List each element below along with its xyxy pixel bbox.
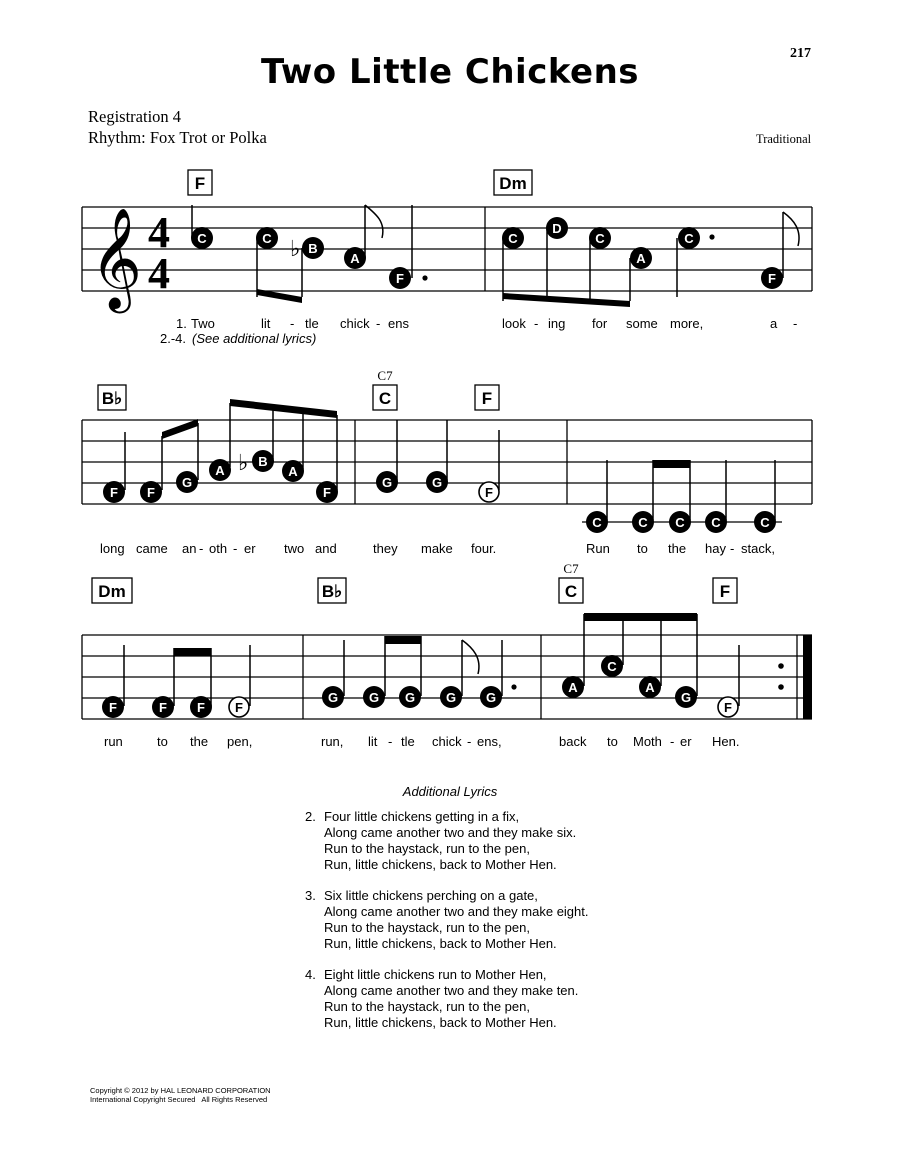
svg-text:G: G [368, 690, 380, 705]
svg-text:C: C [684, 231, 694, 246]
lyric-syllable: to [157, 734, 168, 749]
note [669, 511, 691, 533]
lyric-syllable: Moth [633, 734, 662, 749]
svg-text:F: F [235, 700, 243, 715]
lyric-syllable: chick [432, 734, 462, 749]
chord-box-1 [188, 170, 212, 195]
svg-text:G: G [445, 690, 457, 705]
svg-text:B: B [308, 241, 318, 256]
svg-text:A: A [350, 251, 360, 266]
lyric-syllable: lit [261, 316, 271, 331]
accidental-flat-icon: ♭ [290, 236, 301, 261]
verse-line: Six little chickens perching on a gate, [324, 888, 538, 903]
lyric-syllable: the [190, 734, 209, 749]
note [102, 696, 124, 718]
beam [162, 419, 198, 439]
note [103, 481, 125, 503]
svg-text:F: F [159, 700, 167, 715]
beam [385, 636, 421, 644]
lyric-syllable: make [421, 541, 453, 556]
additional-lyrics-title: Additional Lyrics [402, 784, 498, 799]
verse-line: Four little chickens getting in a fix, [324, 809, 520, 824]
svg-text:B: B [258, 454, 268, 469]
copyright-line: Copyright © 2012 by HAL LEONARD CORPORATION [90, 1086, 271, 1095]
note [316, 481, 338, 503]
lyric-syllable: back [559, 734, 587, 749]
lyric-syllable: ing [548, 316, 566, 331]
note [678, 227, 700, 249]
verse-number: 2. [305, 809, 316, 824]
verse-line: Run to the haystack, run to the pen, [324, 920, 530, 935]
lyric-syllable: pen, [227, 734, 253, 749]
svg-text:F: F [323, 485, 331, 500]
lyric-syllable: look [502, 316, 526, 331]
lyric-syllable: the [668, 541, 687, 556]
note [322, 686, 344, 708]
verse-line: Run to the haystack, run to the pen, [324, 841, 530, 856]
svg-text:C: C [508, 231, 518, 246]
time-signature-top: 4 [148, 208, 170, 257]
note [440, 686, 462, 708]
chord-box-8 [559, 561, 583, 603]
lyric-hyphen: - [388, 734, 393, 749]
svg-text:C: C [675, 515, 685, 530]
svg-text:A: A [636, 251, 646, 266]
lyric-syllable: more, [670, 316, 704, 331]
note [502, 227, 524, 249]
note [675, 686, 697, 708]
chord-symbol: Dm [98, 582, 126, 601]
lyric-syllable: stack, [741, 541, 775, 556]
svg-text:C: C [711, 515, 721, 530]
lyric-hyphen: - [730, 541, 735, 556]
lyric-syllable: run, [321, 734, 344, 749]
lyric-syllable: came [136, 541, 168, 556]
final-barline [803, 635, 812, 719]
svg-text:G: G [485, 690, 497, 705]
note [344, 247, 366, 269]
svg-text:G: G [404, 690, 416, 705]
chord-symbol: B♭ [101, 389, 123, 408]
lyric-hyphen: - [467, 734, 472, 749]
verse-number: 4. [305, 967, 316, 982]
lyric-syllable: two [284, 541, 305, 556]
verse-line: Eight little chickens run to Mother Hen, [324, 967, 547, 982]
note [282, 460, 304, 482]
verse-number: 3. [305, 888, 316, 903]
lyric-syllable: for [592, 316, 608, 331]
chord-symbol: F [719, 582, 731, 601]
svg-text:F: F [768, 271, 776, 286]
lyric-hyphen: - [670, 734, 675, 749]
note [589, 227, 611, 249]
note [376, 471, 398, 493]
note [176, 471, 198, 493]
lyric-syllable: chick [340, 316, 370, 331]
lyric-syllable: Run [586, 541, 610, 556]
chord-symbol: F [194, 174, 206, 193]
chord-variant: C7 [377, 368, 393, 383]
chord-symbol: F [481, 389, 493, 408]
svg-text:F: F [485, 485, 493, 500]
lyric-syllable: four. [471, 541, 497, 556]
svg-text:C: C [595, 231, 605, 246]
note [426, 471, 448, 493]
note [399, 686, 421, 708]
lyric-hyphen: - [793, 316, 798, 331]
chord-box-2 [494, 170, 532, 195]
page-number: 217 [790, 46, 811, 61]
svg-text:A: A [645, 680, 655, 695]
note [190, 696, 212, 718]
svg-text:C: C [607, 659, 617, 674]
lyric-syllable: some [626, 316, 658, 331]
beam [584, 613, 697, 621]
note-half [718, 697, 738, 717]
dot [511, 684, 516, 689]
lyric-hyphen: - [199, 541, 204, 556]
lyric-syllable: ens [388, 316, 409, 331]
verse-reference: 2.-4. [160, 331, 187, 346]
note [761, 267, 783, 289]
copyright-line: International Copyright Secured All Rights Reserved [90, 1095, 268, 1104]
note [389, 267, 411, 289]
svg-text:G: G [181, 475, 193, 490]
note [140, 481, 162, 503]
svg-text:D: D [552, 221, 562, 236]
svg-text:A: A [288, 464, 298, 479]
note [639, 676, 661, 698]
svg-text:G: G [327, 690, 339, 705]
note [480, 686, 502, 708]
lyric-hyphen: - [534, 316, 539, 331]
note [632, 511, 654, 533]
chord-box-6 [92, 578, 132, 603]
svg-text:F: F [724, 700, 732, 715]
verse-line: Along came another two and they make ten. [324, 983, 579, 998]
dot [709, 234, 714, 239]
song-title: Two Little Chickens [260, 52, 640, 92]
lyric-syllable: Hen. [712, 734, 740, 749]
chord-symbol: C [564, 582, 578, 601]
lyric-hyphen: - [376, 316, 381, 331]
svg-text:C: C [592, 515, 602, 530]
verse-block [305, 888, 589, 952]
chord-symbol: Dm [499, 174, 527, 193]
svg-text:G: G [431, 475, 443, 490]
lyric-syllable: and [315, 541, 337, 556]
note [152, 696, 174, 718]
chord-box-5 [475, 385, 499, 410]
svg-text:C: C [638, 515, 648, 530]
note [586, 511, 608, 533]
note [209, 459, 231, 481]
chord-box-7 [318, 578, 346, 603]
lyric-syllable: to [607, 734, 618, 749]
lyric-syllable: ens, [477, 734, 502, 749]
note [754, 511, 776, 533]
beam [503, 293, 630, 307]
chord-symbol: B♭ [321, 582, 343, 601]
treble-clef-icon: 𝄞 [90, 206, 143, 309]
lyric-syllable: to [637, 541, 648, 556]
beam [653, 460, 690, 468]
chord-box-3 [98, 385, 126, 410]
svg-text:A: A [215, 463, 225, 478]
svg-text:F: F [110, 485, 118, 500]
note [363, 686, 385, 708]
lyric-syllable: long [100, 541, 125, 556]
svg-text:F: F [147, 485, 155, 500]
lyric-syllable: er [244, 541, 256, 556]
svg-text:G: G [680, 690, 692, 705]
note [256, 227, 278, 249]
chord-symbol: C [378, 389, 392, 408]
svg-text:F: F [396, 271, 404, 286]
lyric-syllable: a [770, 316, 778, 331]
svg-text:C: C [197, 231, 207, 246]
verse-reference-note: (See additional lyrics) [192, 331, 317, 346]
svg-text:C: C [262, 231, 272, 246]
verse-line: Run to the haystack, run to the pen, [324, 999, 530, 1014]
repeat-dot [778, 684, 784, 690]
verse-line: Run, little chickens, back to Mother Hen. [324, 857, 557, 872]
verse-line: Run, little chickens, back to Mother Hen. [324, 936, 557, 951]
chord-box-4 [373, 368, 397, 410]
lyric-syllable: lit [368, 734, 378, 749]
lyric-syllable: tle [401, 734, 415, 749]
note [562, 676, 584, 698]
verse-line: Along came another two and they make eight. [324, 904, 589, 919]
verse-block [305, 809, 576, 873]
verse-line: Run, little chickens, back to Mother Hen. [324, 1015, 557, 1030]
lyric-syllable: run [104, 734, 123, 749]
registration-label: Registration 4 [88, 107, 182, 126]
accidental-flat-icon: ♭ [238, 450, 249, 475]
note [705, 511, 727, 533]
note [191, 227, 213, 249]
note [546, 217, 568, 239]
svg-text:F: F [109, 700, 117, 715]
time-signature-bottom: 4 [148, 249, 170, 298]
lyric-syllable: er [680, 734, 692, 749]
lyric-hyphen: - [290, 316, 295, 331]
svg-text:C: C [760, 515, 770, 530]
lyric-syllable: an [182, 541, 197, 556]
lyric-syllable: tle [305, 316, 319, 331]
verse-block [305, 967, 578, 1031]
svg-text:G: G [381, 475, 393, 490]
lyric-syllable: hay [705, 541, 726, 556]
beam [230, 399, 337, 418]
copyright-notice [90, 1086, 271, 1104]
lyric-syllable: they [373, 541, 398, 556]
svg-text:A: A [568, 680, 578, 695]
beam [174, 648, 211, 656]
note [252, 450, 274, 472]
verse-number: 1. [176, 316, 187, 331]
chord-variant: C7 [563, 561, 579, 576]
chord-box-9 [713, 578, 737, 603]
repeat-dot [778, 663, 784, 669]
verse-line: Along came another two and they make six. [324, 825, 577, 840]
note-half [229, 697, 249, 717]
svg-text:F: F [197, 700, 205, 715]
note [601, 655, 623, 677]
rhythm-label: Rhythm: Fox Trot or Polka [88, 128, 267, 147]
note [630, 247, 652, 269]
lyric-syllable: Two [191, 316, 215, 331]
lyric-hyphen: - [233, 541, 238, 556]
note [302, 237, 324, 259]
composer-credit: Traditional [756, 132, 812, 146]
dot [422, 275, 427, 280]
lyric-syllable: oth [209, 541, 228, 556]
note-half [479, 482, 499, 502]
